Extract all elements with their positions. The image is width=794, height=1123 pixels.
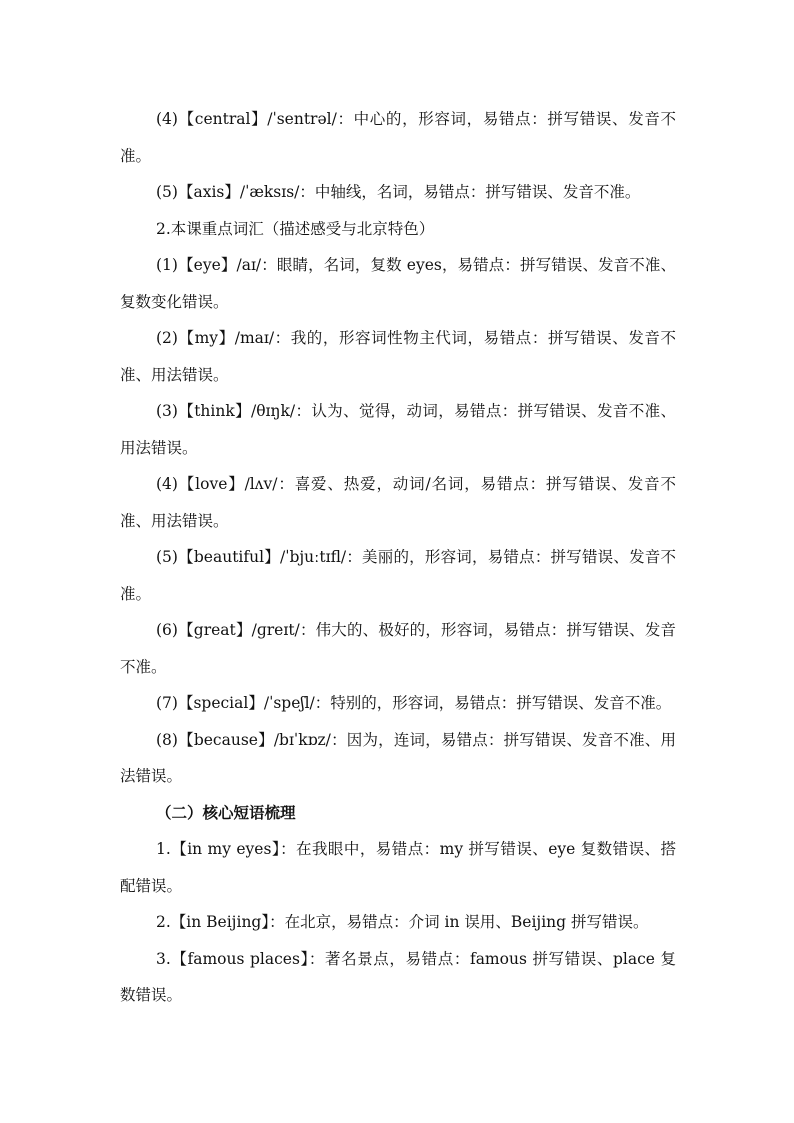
vocab-item-special: (7)【special】/ˈspeʃl/：特别的，形容词，易错点：拼写错误、发音不准。 [156,694,672,712]
phrase-item-in-my-eyes: 1.【in my eyes】：在我眼中，易错点：my 拼写错误、eye 复数错误、搭配错误。 [120,840,676,895]
vocab-item-eye: (1)【eye】/aɪ/：眼睛，名词，复数 eyes，易错点：拼写错误、发音不准、复数变化错误。 [120,256,676,311]
section-heading-phrases: （二）核心短语梳理 [156,802,296,822]
section-heading-key-vocab: 2.本课重点词汇（描述感受与北京特色） [156,219,435,238]
phrase-item-in-beijing: 2.【in Beijing】：在北京，易错点：介词 in 误用、Beijing 拼写错误。 [156,913,649,931]
document-body [120,101,676,1014]
vocab-item-my: (2)【my】/maɪ/：我的，形容词性物主代词，易错点：拼写错误、发音不准、用法错误。 [120,329,676,384]
vocab-item-because: (8)【because】/bɪˈkɒz/：因为，连词，易错点：拼写错误、发音不准、用法错误。 [120,730,676,785]
vocab-item-axis: (5)【axis】/ˈæksɪs/：中轴线，名词，易错点：拼写错误、发音不准。 [156,183,641,201]
phrase-item-famous-places: 3.【famous places】：著名景点，易错点：famous 拼写错误、place 复数错误。 [120,949,676,1004]
vocab-item-great: (6)【great】/ɡreɪt/：伟大的、极好的，形容词，易错点：拼写错误、发音不准。 [120,621,676,676]
vocab-item-central: (4)【central】/ˈsentrəl/：中心的，形容词，易错点：拼写错误、发音不准。 [120,110,676,165]
vocab-item-love: (4)【love】/lʌv/：喜爱、热爱，动词/名词，易错点：拼写错误、发音不准、用法错误。 [120,475,676,530]
vocab-item-think: (3)【think】/θɪŋk/：认为、觉得，动词，易错点：拼写错误、发音不准、用法错误。 [120,402,676,457]
vocab-item-beautiful: (5)【beautiful】/ˈbjuːtɪfl/：美丽的，形容词，易错点：拼写错误、发音不准。 [120,548,676,603]
